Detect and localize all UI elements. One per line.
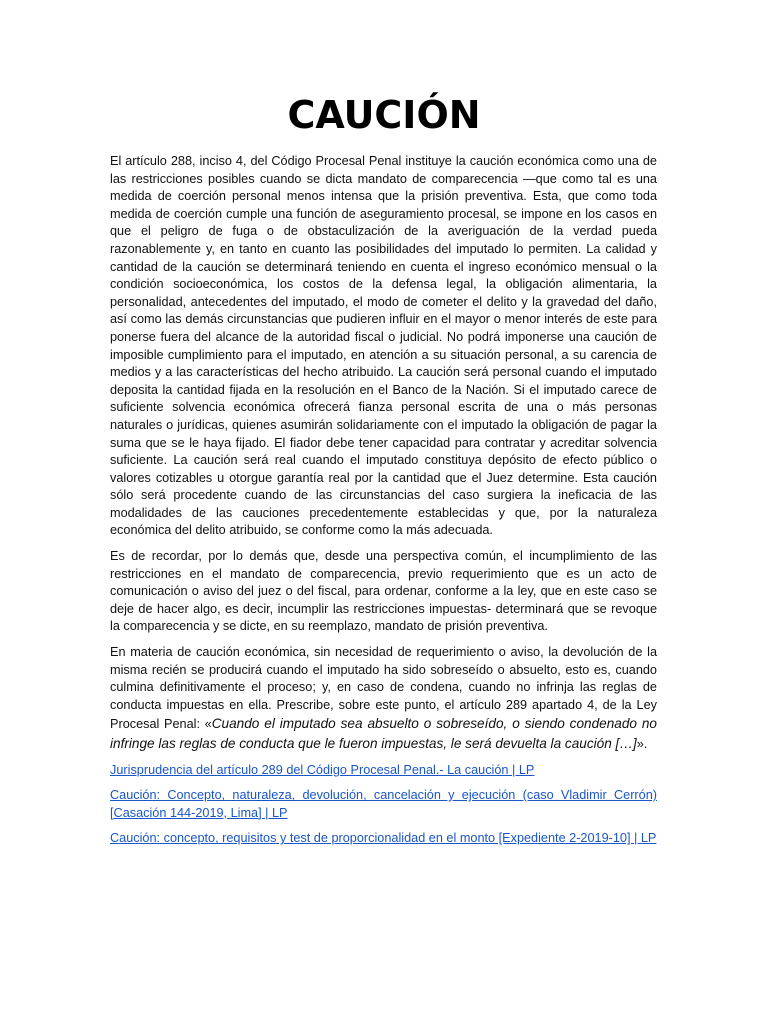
document-body <box>110 153 657 856</box>
law-quote: Cuando el imputado sea absuelto o sobreseído, o siendo condenado no infringe las reglas de conducta que le fueron impuestas, le será devuelta la caución […] <box>110 716 657 751</box>
jurisprudencia-link[interactable]: Jurisprudencia del artículo 289 del Código Procesal Penal.- La caución | LP <box>110 762 535 777</box>
casacion-link[interactable]: Caución: Concepto, naturaleza, devolución, cancelación y ejecución (caso Vladimir Cerrón) [Casación 144-2019, Lima] | LP <box>110 788 657 820</box>
paragraph-3 <box>110 644 657 754</box>
page-title: CAUCIÓN <box>287 93 481 137</box>
link-item-2 <box>110 787 657 822</box>
link-item-1 <box>110 762 657 780</box>
paragraph-2: Es de recordar, por lo demás que, desde una perspectiva común, el incumplimiento de las restricciones en el mandato de comparecencia, previo requerimiento que es un acto de comunicación o aviso del juez o del fiscal, para ordenar, conforme a la ley, que en este caso se deje de hacer algo, es decir, incumplir las restricciones impuestas- determinará que se revoque la comparecencia y se dicte, en su reemplazo, mandato de prisión preventiva. <box>110 549 657 634</box>
paragraph-3-end: ». <box>636 737 648 751</box>
link-item-3 <box>110 830 657 848</box>
paragraph-1: El artículo 288, inciso 4, del Código Procesal Penal instituye la caución económica como una de las restricciones posibles cuando se dicta mandato de comparecencia —que como tal es una medida de coerción personal menos intensa que la prisión preventiva. Esta, que como toda medida de coerción cumple una función de aseguramiento procesal, se impone en los casos en que el peligro de fuga o de obstaculización de la averiguación de la verdad pueda razonablemente y, en tanto en cuanto las posibilidades del imputado lo permiten. La calidad y cantidad de la caución se determinará teniendo en cuenta el ingreso económico mensual o la condición socioeconómica, los costos de la defensa legal, la obligación alimentaria, la personalidad, antecedentes del imputado, el modo de cometer el delito y la gravedad del daño, así como las demás circunstancias que pudieren influir en el mayor o menor interés de este para ponerse fuera del alcance de la autoridad fiscal o judicial. No podrá imponerse una caución de imposible cumplimiento para el imputado, en atención a su situación personal, a su carencia de medios y a las características del hecho atribuido. La caución será personal cuando el imputado deposita la cantidad fijada en la resolución en el Banco de la Nación. Si el imputado carece de suficiente solvencia económica ofrecerá fianza personal escrita de una o más personas naturales o jurídicas, quienes asumirán solidariamente con el imputado la obligación de pagar la suma que se le haya fijado. El fiador debe tener capacidad para contratar y acreditar solvencia suficiente. La caución será real cuando el imputado constituya depósito de efecto público o valores cotizables u otorgue garantía real por la cantidad que el Juez determine. Esta caución sólo será procedente cuando de las circunstancias del caso surgiera la ineficacia de las modalidades de las cauciones precedentemente establecidas y que, por la naturaleza económica del delito atribuido, se conforme como la más adecuada. <box>110 154 657 538</box>
paragraph-3-intro: En materia de caución económica, sin necesidad de requerimiento o aviso, la devolución de la misma recién se producirá cuando el imputado ha sido sobreseído o absuelto, esto es, cuando culmina definitivamente el proceso; y, en caso de condena, cuando no infrinja las reglas de conducta impuestas en ella. Prescribe, sobre este punto, el artículo 289 apartado 4, de la Ley Procesal Penal: « <box>110 645 657 732</box>
expediente-link[interactable]: Caución: concepto, requisitos y test de proporcionalidad en el monto [Expediente 2-2019-10] | LP <box>110 831 657 846</box>
